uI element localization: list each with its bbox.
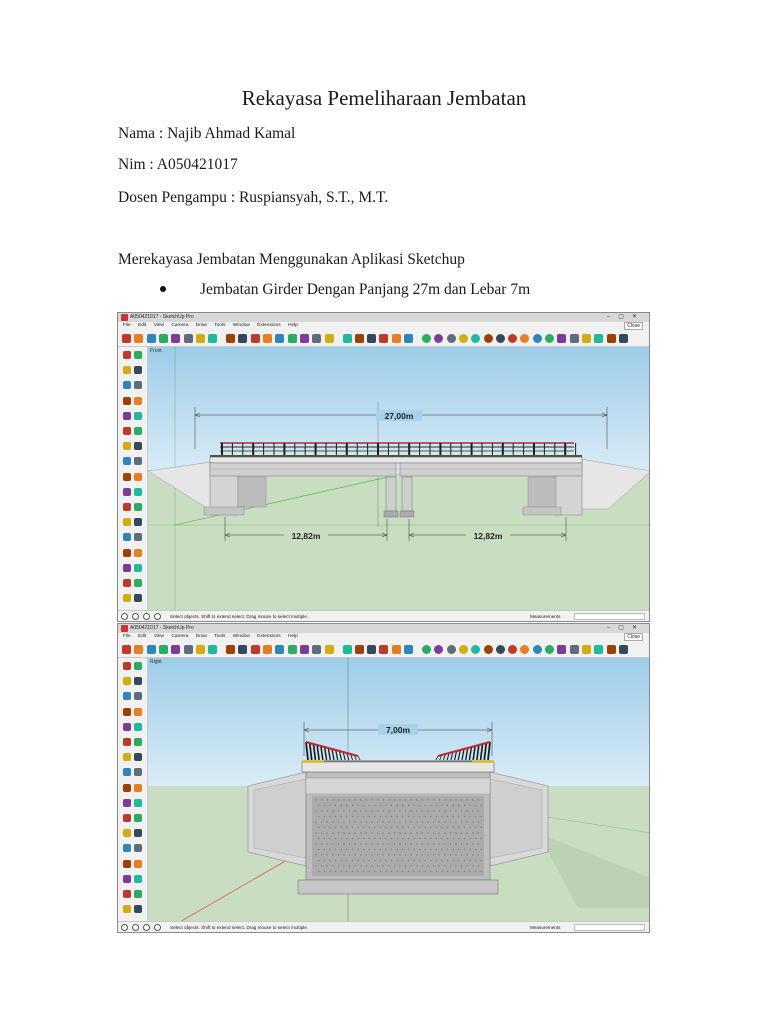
orbit-icon[interactable] (123, 533, 131, 541)
pan-icon[interactable] (343, 334, 352, 343)
measurements-label: Measurements (530, 614, 561, 619)
select-icon[interactable] (123, 662, 131, 670)
scale-icon[interactable] (123, 768, 131, 776)
eraser-icon[interactable] (134, 645, 143, 654)
arc-icon[interactable] (123, 412, 131, 420)
dim-total-label: 27,00m (384, 411, 414, 421)
rect-icon[interactable] (184, 645, 193, 654)
status-text: Select objects. Shift to extend select. Drag mouse to select multiple. (170, 614, 309, 619)
close-tab-button[interactable]: Close (624, 633, 643, 641)
zoom-extents-icon[interactable] (123, 564, 131, 572)
top-view-icon[interactable] (404, 645, 413, 654)
window-controls[interactable]: –▢✕ (606, 314, 645, 320)
offset-icon[interactable] (251, 334, 260, 343)
abutment-footing (298, 880, 498, 894)
fog-icon[interactable] (619, 334, 628, 343)
previous-icon[interactable] (134, 875, 142, 883)
rotate-icon[interactable] (123, 753, 131, 761)
select-icon[interactable] (123, 351, 131, 359)
menu-edit[interactable]: Edit (138, 634, 147, 639)
offset-icon[interactable] (134, 457, 142, 465)
hidden-line-icon[interactable] (496, 334, 505, 343)
move-icon[interactable] (208, 645, 217, 654)
move-icon[interactable] (123, 738, 131, 746)
bridge-deck (210, 457, 582, 463)
bullet-item (160, 281, 530, 299)
window-title: A050421017 - SketchUp Pro (130, 625, 194, 631)
sketchup-app-icon (121, 625, 128, 632)
protractor-icon[interactable] (288, 334, 297, 343)
menu-tools[interactable]: Tools (214, 634, 226, 639)
eraser-icon[interactable] (134, 334, 143, 343)
sketchup-window-front (117, 312, 650, 622)
paint-icon[interactable] (147, 645, 156, 654)
circle-icon[interactable] (123, 397, 131, 405)
window-controls[interactable]: –▢✕ (606, 625, 645, 631)
dim-width-label: 7,00m (385, 725, 411, 735)
push-pull-icon[interactable] (134, 427, 142, 435)
menu-draw[interactable]: Draw (195, 634, 207, 639)
credits-icon[interactable] (143, 613, 150, 620)
geo-icon[interactable] (132, 924, 139, 931)
pier-left (386, 477, 396, 511)
look-around-icon[interactable] (123, 905, 131, 913)
measurements-label: Measurements (530, 925, 561, 930)
push-pull-icon[interactable] (134, 738, 142, 746)
shadow-icon[interactable] (607, 645, 616, 654)
rotated-rect-icon[interactable] (134, 692, 142, 700)
sketchup-app-icon (121, 314, 128, 321)
section-icon[interactable] (545, 334, 554, 343)
status-bar (118, 921, 649, 932)
3d-text-icon[interactable] (134, 814, 142, 822)
zoom-window-icon[interactable] (134, 860, 142, 868)
walk-icon[interactable] (134, 579, 142, 587)
eraser-icon[interactable] (134, 829, 142, 837)
menu-view[interactable]: View (153, 323, 165, 328)
warehouse-icon[interactable] (557, 645, 566, 654)
zoom-icon[interactable] (123, 860, 131, 868)
left-view-icon[interactable] (459, 645, 468, 654)
dim-right-label: 12,82m (473, 531, 503, 541)
xray-icon[interactable] (471, 334, 480, 343)
rectangle-icon[interactable] (123, 381, 131, 389)
monochrome-icon[interactable] (533, 334, 542, 343)
hidden-line-icon[interactable] (496, 645, 505, 654)
fog-icon[interactable] (619, 645, 628, 654)
protractor-icon[interactable] (123, 799, 131, 807)
window-titlebar (118, 624, 649, 633)
textured-icon[interactable] (520, 334, 529, 343)
pencil-icon[interactable] (123, 366, 131, 374)
rotate-icon[interactable] (226, 645, 235, 654)
help-icon[interactable] (154, 924, 161, 931)
status-bar (118, 610, 649, 621)
menu-draw[interactable]: Draw (195, 323, 207, 328)
previous-icon[interactable] (134, 564, 142, 572)
axes-icon[interactable] (123, 503, 131, 511)
monochrome-icon[interactable] (533, 645, 542, 654)
front-view-icon[interactable] (422, 645, 431, 654)
close-tab-button[interactable]: Close (624, 322, 643, 330)
look-around-icon[interactable] (123, 594, 131, 602)
zoom-extents-icon[interactable] (367, 334, 376, 343)
right-view-icon[interactable] (434, 645, 443, 654)
text-icon[interactable] (134, 488, 142, 496)
window-titlebar (118, 313, 649, 322)
window-title: A050421017 - SketchUp Pro (130, 314, 194, 320)
bridge-deck (302, 762, 494, 772)
left-toolbar (118, 658, 148, 921)
select-icon[interactable] (122, 645, 131, 654)
menu-window[interactable]: Window (232, 634, 250, 639)
info-icon[interactable] (121, 924, 128, 931)
section-icon[interactable] (545, 645, 554, 654)
shaded-icon[interactable] (508, 334, 517, 343)
offset-icon[interactable] (134, 768, 142, 776)
extension-icon[interactable] (570, 645, 579, 654)
position-camera-icon[interactable] (123, 579, 131, 587)
circle-icon[interactable] (123, 708, 131, 716)
measurements-input[interactable] (574, 924, 645, 931)
zoom-icon[interactable] (355, 334, 364, 343)
help-icon[interactable] (154, 613, 161, 620)
pan-icon[interactable] (343, 645, 352, 654)
axes-icon[interactable] (312, 334, 321, 343)
geo-icon[interactable] (132, 613, 139, 620)
document-title: Rekayasa Pemeliharaan Jembatan (241, 86, 527, 110)
menu-camera[interactable]: Camera (171, 323, 189, 328)
section-heading: Merekayasa Jembatan Menggunakan Aplikasi Sketchup (118, 251, 465, 268)
axes-icon[interactable] (123, 814, 131, 822)
menu-edit[interactable]: Edit (138, 323, 147, 328)
component-icon[interactable] (134, 662, 142, 670)
zoom-icon[interactable] (355, 645, 364, 654)
offset-icon[interactable] (251, 645, 260, 654)
arc-icon[interactable] (171, 645, 180, 654)
arc-icon[interactable] (171, 334, 180, 343)
viewport-front[interactable] (148, 347, 649, 610)
top-view-icon[interactable] (404, 334, 413, 343)
rect-icon[interactable] (184, 334, 193, 343)
pie-icon[interactable] (134, 412, 142, 420)
pie-icon[interactable] (134, 723, 142, 731)
menu-view[interactable]: View (153, 634, 165, 639)
iso-view-icon[interactable] (392, 334, 401, 343)
zoom-icon[interactable] (123, 549, 131, 557)
zoom-extents-icon[interactable] (367, 645, 376, 654)
section-plane-icon[interactable] (134, 905, 142, 913)
xray-icon[interactable] (471, 645, 480, 654)
styles-icon[interactable] (594, 334, 603, 343)
scale-icon[interactable] (123, 457, 131, 465)
bullet-icon (160, 286, 166, 292)
menu-camera[interactable]: Camera (171, 634, 189, 639)
author-name: Nama : Najib Ahmad Kamal (118, 125, 296, 142)
tape-icon[interactable] (263, 334, 272, 343)
menu-file[interactable]: File (123, 323, 131, 328)
protractor-icon[interactable] (123, 488, 131, 496)
tape-icon[interactable] (123, 473, 131, 481)
view-label: Right (150, 659, 162, 665)
layout-icon[interactable] (582, 334, 591, 343)
freehand-icon[interactable] (134, 677, 142, 685)
menu-window[interactable]: Window (232, 323, 250, 328)
back-view-icon[interactable] (447, 334, 456, 343)
wireframe-icon[interactable] (484, 334, 493, 343)
sketchup-window-right (117, 623, 650, 933)
menu-file[interactable]: File (123, 634, 131, 639)
zoom-extents-icon[interactable] (123, 875, 131, 883)
paint-bucket-icon[interactable] (123, 518, 131, 526)
move-icon[interactable] (208, 334, 217, 343)
pan-icon[interactable] (134, 844, 142, 852)
menu-help[interactable]: Help (287, 634, 298, 639)
lecturer: Dosen Pengampu : Ruspiansyah, S.T., M.T. (118, 189, 389, 206)
textured-icon[interactable] (520, 645, 529, 654)
zoom-window-icon[interactable] (134, 549, 142, 557)
view-label: Front (150, 348, 162, 354)
previous-view-icon[interactable] (379, 334, 388, 343)
back-view-icon[interactable] (447, 645, 456, 654)
main-toolbar (118, 330, 649, 347)
follow-me-icon[interactable] (134, 442, 142, 450)
scale-icon[interactable] (238, 334, 247, 343)
girder-left (210, 463, 396, 476)
arc-icon[interactable] (123, 723, 131, 731)
left-view-icon[interactable] (459, 334, 468, 343)
protractor-icon[interactable] (288, 645, 297, 654)
status-text: Select objects. Shift to extend select. Drag mouse to select multiple. (170, 925, 309, 930)
scale-icon[interactable] (238, 645, 247, 654)
main-toolbar (118, 641, 649, 658)
polygon-icon[interactable] (134, 708, 142, 716)
left-toolbar (118, 347, 148, 610)
pencil-icon[interactable] (123, 677, 131, 685)
axes-icon[interactable] (312, 645, 321, 654)
text-icon[interactable] (300, 645, 309, 654)
dimension-icon[interactable] (275, 334, 284, 343)
push-pull-icon[interactable] (196, 645, 205, 654)
rectangle-icon[interactable] (123, 692, 131, 700)
iso-view-icon[interactable] (392, 645, 401, 654)
measurements-input[interactable] (574, 613, 645, 620)
orbit-icon[interactable] (325, 334, 334, 343)
styles-icon[interactable] (594, 645, 603, 654)
wireframe-icon[interactable] (484, 645, 493, 654)
menu-extensions[interactable]: Extensions (257, 634, 281, 639)
line-icon[interactable] (159, 334, 168, 343)
credits-icon[interactable] (143, 924, 150, 931)
rotated-rect-icon[interactable] (134, 381, 142, 389)
front-view-icon[interactable] (422, 334, 431, 343)
pier-right (402, 477, 412, 511)
menu-bar (118, 633, 649, 641)
rotate-icon[interactable] (123, 442, 131, 450)
orbit-icon[interactable] (123, 844, 131, 852)
info-icon[interactable] (121, 613, 128, 620)
paint-icon[interactable] (147, 334, 156, 343)
layout-icon[interactable] (582, 645, 591, 654)
paint-bucket-icon[interactable] (123, 829, 131, 837)
tape-icon[interactable] (263, 645, 272, 654)
shaded-icon[interactable] (508, 645, 517, 654)
line-icon[interactable] (159, 645, 168, 654)
bullet-text: Jembatan Girder Dengan Panjang 27m dan Lebar 7m (200, 281, 531, 298)
text-icon[interactable] (300, 334, 309, 343)
component-icon[interactable] (134, 351, 142, 359)
polygon-icon[interactable] (134, 397, 142, 405)
dimension-icon[interactable] (134, 784, 142, 792)
position-camera-icon[interactable] (123, 890, 131, 898)
eraser-icon[interactable] (134, 518, 142, 526)
dimension-icon[interactable] (275, 645, 284, 654)
follow-me-icon[interactable] (134, 753, 142, 761)
menu-help[interactable]: Help (287, 323, 298, 328)
menu-bar (118, 322, 649, 330)
text-icon[interactable] (134, 799, 142, 807)
walk-icon[interactable] (134, 890, 142, 898)
shadow-icon[interactable] (607, 334, 616, 343)
previous-view-icon[interactable] (379, 645, 388, 654)
move-icon[interactable] (123, 427, 131, 435)
right-view-icon[interactable] (434, 334, 443, 343)
push-pull-icon[interactable] (196, 334, 205, 343)
extension-icon[interactable] (570, 334, 579, 343)
freehand-icon[interactable] (134, 366, 142, 374)
girder-right (400, 463, 582, 476)
section-plane-icon[interactable] (134, 594, 142, 602)
3d-text-icon[interactable] (134, 503, 142, 511)
select-icon[interactable] (122, 334, 131, 343)
viewport-right[interactable] (148, 658, 649, 921)
dim-left-label: 12,82m (291, 531, 321, 541)
orbit-icon[interactable] (325, 645, 334, 654)
student-id: Nim : A050421017 (118, 156, 238, 173)
tape-icon[interactable] (123, 784, 131, 792)
menu-extensions[interactable]: Extensions (257, 323, 281, 328)
warehouse-icon[interactable] (557, 334, 566, 343)
pan-icon[interactable] (134, 533, 142, 541)
rotate-icon[interactable] (226, 334, 235, 343)
dimension-icon[interactable] (134, 473, 142, 481)
menu-tools[interactable]: Tools (214, 323, 226, 328)
